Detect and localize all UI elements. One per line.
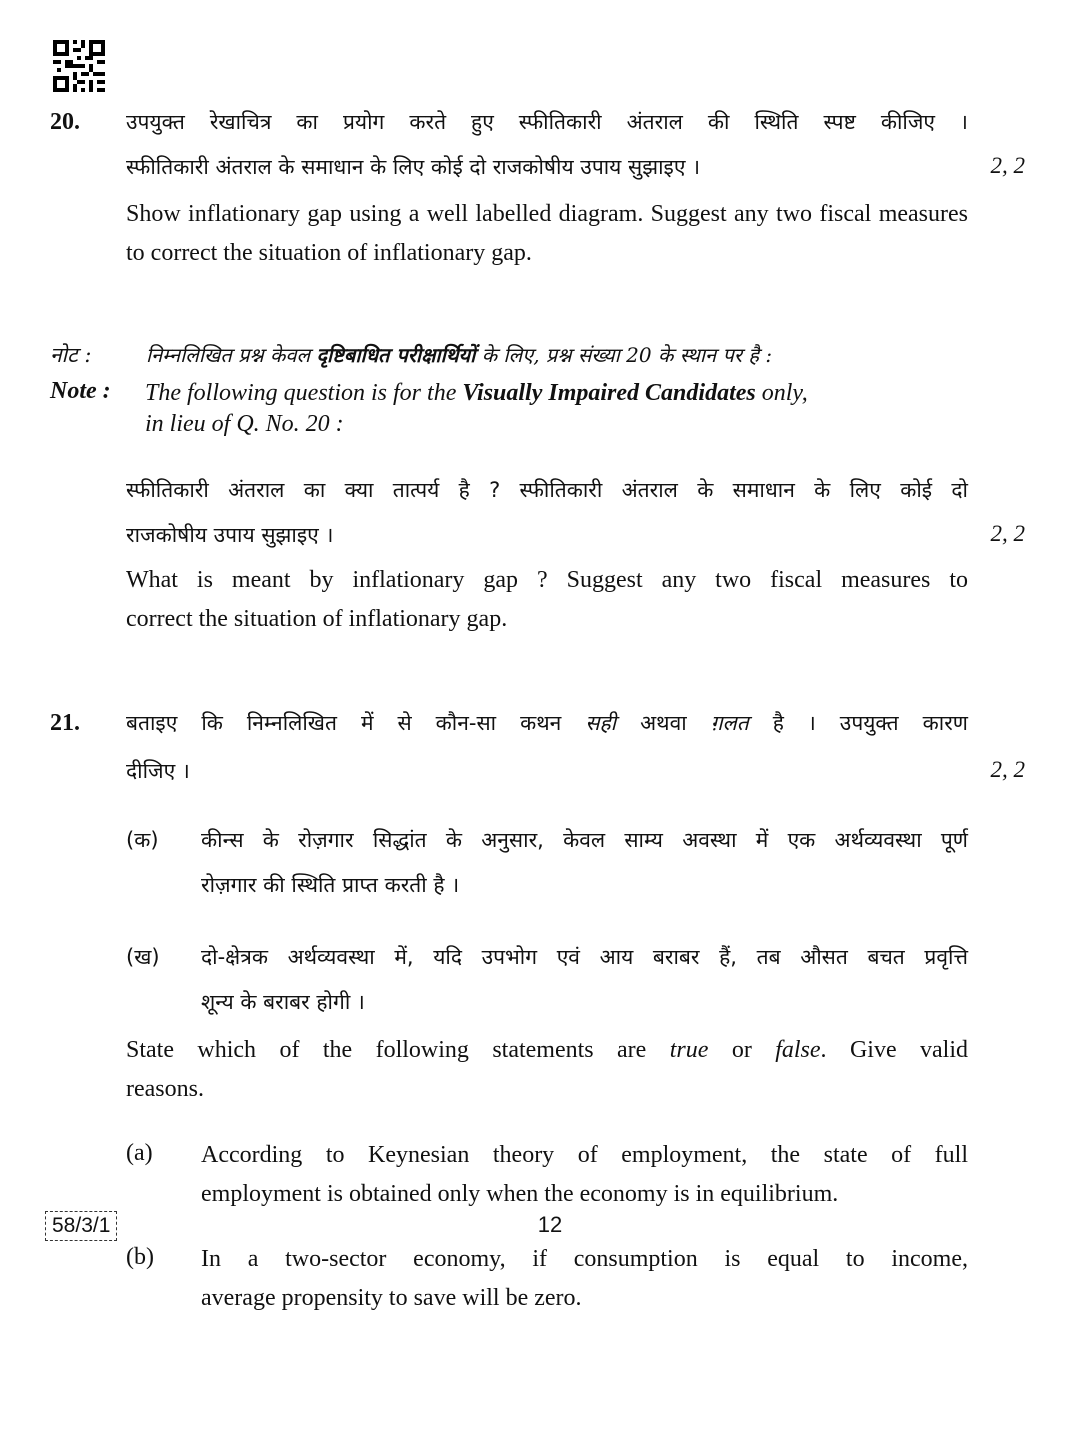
q20-alt-hindi-line1: स्फीतिकारी अंतराल का क्या तात्पर्य है ? स्फीतिकारी अंतराल के समाधान के लिए कोई दो [126, 478, 968, 502]
q20-alt-marks: 2, 2 [990, 521, 1025, 546]
note-text-english: The following question is for the Visually Impaired Candidates only, [145, 380, 808, 406]
note-text-hindi: निम्नलिखित प्रश्न केवल दृष्टिबाधित परीक्षार्थियों के लिए, प्रश्न संख्या 20 के स्थान पर है : [146, 343, 773, 367]
q20-alt-hindi-line2: राजकोषीय उपाय सुझाइए । [126, 523, 334, 547]
note-label-english: Note : [50, 378, 111, 404]
q21-hindi-line2: दीजिए । [126, 759, 190, 783]
paper-code-box: 58/3/1 [45, 1211, 117, 1241]
q21-sub-ka-line1: कीन्स के रोज़गार सिद्धांत के अनुसार, केवल साम्य अवस्था में एक अर्थव्यवस्था पूर्ण [201, 828, 968, 852]
q21-english-line1: State which of the following statements are true or false. Give valid [126, 1037, 968, 1063]
note-label-hindi: नोट : [50, 343, 92, 367]
q21-sub-b-line2: average propensity to save will be zero. [201, 1285, 582, 1311]
q21-marks: 2, 2 [990, 757, 1025, 782]
question-21-number: 21. [50, 710, 80, 736]
note-text-english-line2: in lieu of Q. No. 20 : [145, 411, 344, 437]
q21-sub-kha-label: (ख) [126, 945, 160, 969]
q20-english: Show inflationary gap using a well labelled diagram. Suggest any two fiscal measures to correct the situation of inflationary gap. [126, 201, 968, 266]
q21-sub-a-line2: employment is obtained only when the economy is in equilibrium. [201, 1181, 839, 1207]
q21-english-line2: reasons. [126, 1076, 204, 1102]
q20-alt-english-line1: What is meant by inflationary gap ? Suggest any two fiscal measures to [126, 567, 968, 593]
q20-hindi-line2: स्फीतिकारी अंतराल के समाधान के लिए कोई दो राजकोषीय उपाय सुझाइए । [126, 155, 701, 179]
q21-sub-kha-line1: दो-क्षेत्रक अर्थव्यवस्था में, यदि उपभोग एवं आय बराबर हैं, तब औसत बचत प्रवृत्ति [201, 945, 968, 969]
q21-sub-a-line1: According to Keynesian theory of employment, the state of full [201, 1142, 968, 1168]
q21-sub-ka-line2: रोज़गार की स्थिति प्राप्त करती है । [201, 873, 460, 897]
q21-sub-b-line1: In a two-sector economy, if consumption is equal to income, [201, 1246, 968, 1272]
q21-sub-b-label: (b) [126, 1244, 154, 1270]
q20-hindi-line1: उपयुक्त रेखाचित्र का प्रयोग करते हुए स्फीतिकारी अंतराल की स्थिति स्पष्ट कीजिए । [126, 110, 968, 134]
q21-sub-ka-label: (क) [126, 828, 159, 852]
q21-hindi-line1: बताइए कि निम्नलिखित में से कौन-सा कथन सही अथवा ग़लत है । उपयुक्त कारण [126, 711, 968, 735]
q20-marks: 2, 2 [990, 153, 1025, 178]
q21-sub-kha-line2: शून्य के बराबर होगी । [201, 990, 365, 1014]
q20-alt-english-line2: correct the situation of inflationary gap. [126, 606, 508, 632]
q21-sub-a-label: (a) [126, 1140, 153, 1166]
question-20-number: 20. [50, 109, 80, 135]
qr-code-icon [53, 40, 105, 92]
page-number: 12 [537, 1212, 563, 1237]
